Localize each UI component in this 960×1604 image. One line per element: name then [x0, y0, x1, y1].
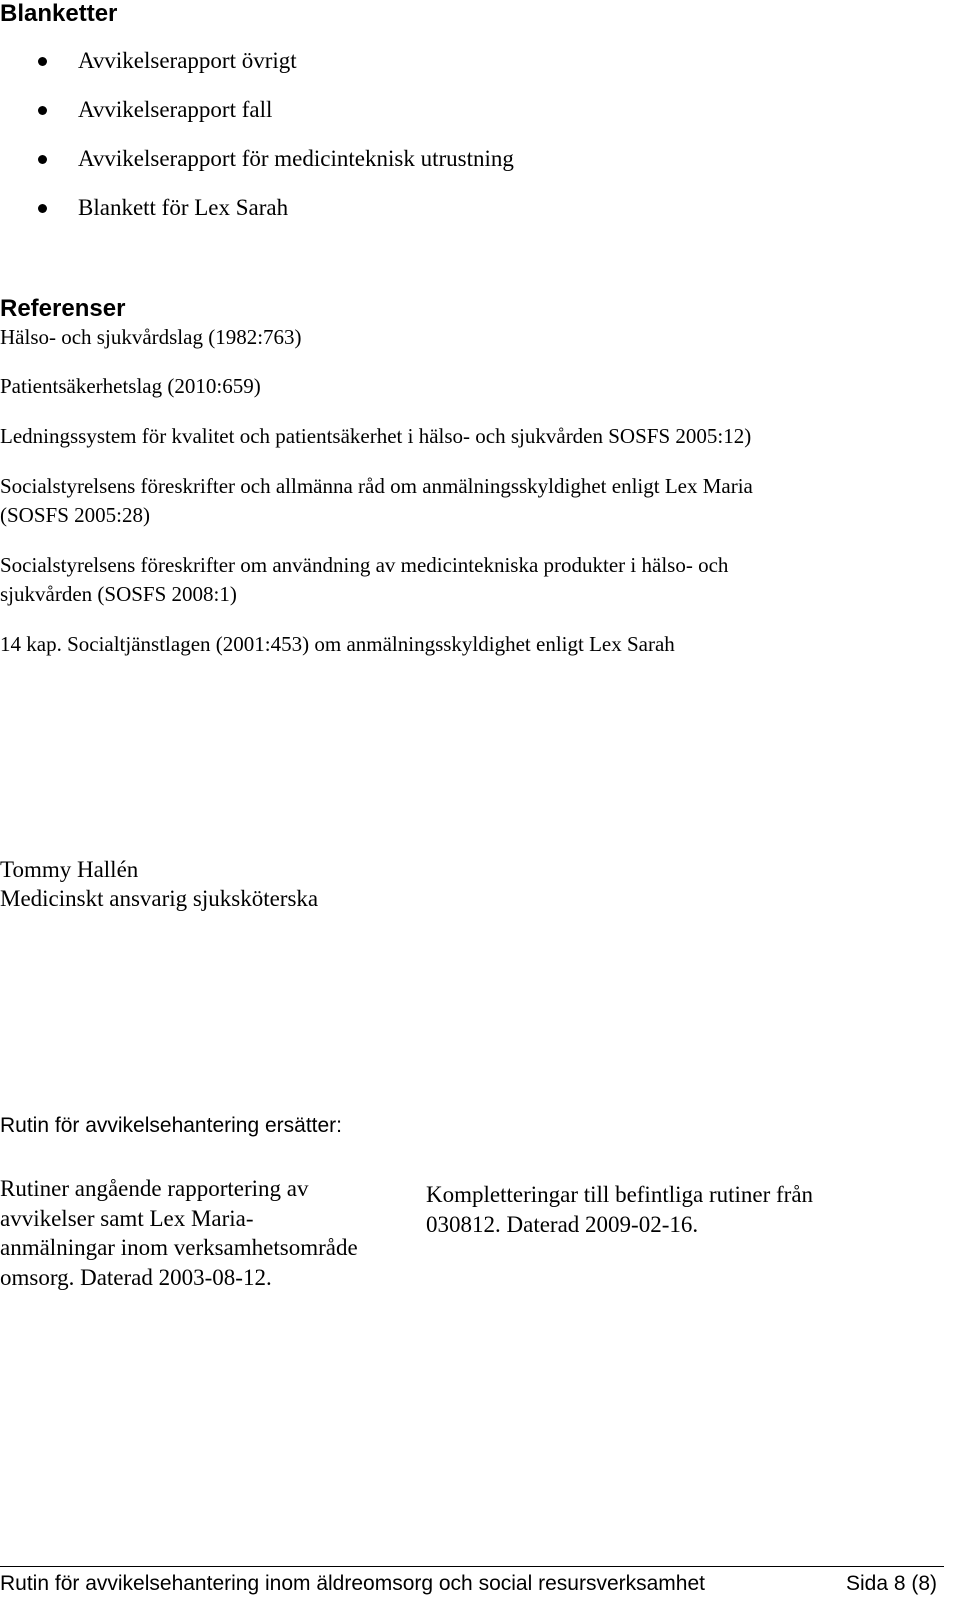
- reference-line: Patientsäkerhetslag (2010:659): [0, 374, 261, 398]
- footer-divider: [0, 1566, 944, 1567]
- list-item: [0, 45, 700, 94]
- list-item: [0, 192, 700, 241]
- replaces-right-line: 030812. Daterad 2009-02-16.: [426, 1211, 699, 1237]
- list-item-label: Blankett för Lex Sarah: [78, 195, 289, 220]
- replaces-left-line: Rutiner angående rapportering av: [0, 1176, 309, 1201]
- replaces-heading: Rutin för avvikelsehantering ersätter:: [0, 1114, 342, 1137]
- replaces-right-column: [426, 1180, 946, 1239]
- blanketter-heading: Blanketter: [0, 0, 118, 27]
- reference-line: Socialstyrelsens föreskrifter och allmänna råd om anmälningsskyldighet enligt Lex Maria: [0, 474, 753, 498]
- referenser-heading: Referenser: [0, 295, 126, 322]
- replaces-left-column: [0, 1174, 400, 1292]
- reference-line: Hälso- och sjukvårdslag (1982:763): [0, 325, 302, 349]
- bullet-icon: [38, 155, 47, 164]
- list-item-label: Avvikelserapport fall: [78, 97, 273, 122]
- reference-line: 14 kap. Socialtjänstlagen (2001:453) om anmälningsskyldighet enligt Lex Sarah: [0, 632, 675, 656]
- footer-title: Rutin för avvikelsehantering inom äldreomsorg och social resursverksamhet: [0, 1572, 705, 1595]
- list-item: [0, 143, 700, 192]
- reference-line: (SOSFS 2005:28): [0, 503, 150, 527]
- replaces-left-line: avvikelser samt Lex Maria-: [0, 1205, 254, 1231]
- reference-line: Socialstyrelsens föreskrifter om användning av medicintekniska produkter i hälso- och: [0, 553, 729, 577]
- bullet-icon: [38, 106, 47, 115]
- bullet-icon: [38, 204, 47, 213]
- reference-line: sjukvården (SOSFS 2008:1): [0, 582, 237, 606]
- replaces-left-line: omsorg. Daterad 2003-08-12.: [0, 1264, 272, 1290]
- blanketter-list: [0, 45, 700, 241]
- signature-name: Tommy Hallén: [0, 857, 139, 882]
- page-number: Sida 8 (8): [846, 1572, 938, 1595]
- bullet-icon: [38, 57, 47, 66]
- replaces-right-line: Kompletteringar till befintliga rutiner från: [426, 1182, 814, 1207]
- list-item: [0, 94, 700, 143]
- list-item-label: Avvikelserapport för medicinteknisk utrustning: [78, 146, 514, 171]
- list-item-label: Avvikelserapport övrigt: [78, 48, 297, 73]
- reference-line: Ledningssystem för kvalitet och patientsäkerhet i hälso- och sjukvården SOSFS 2005:12): [0, 424, 752, 448]
- signature-title: Medicinskt ansvarig sjuksköterska: [0, 886, 319, 911]
- replaces-left-line: anmälningar inom verksamhetsområde: [0, 1235, 358, 1260]
